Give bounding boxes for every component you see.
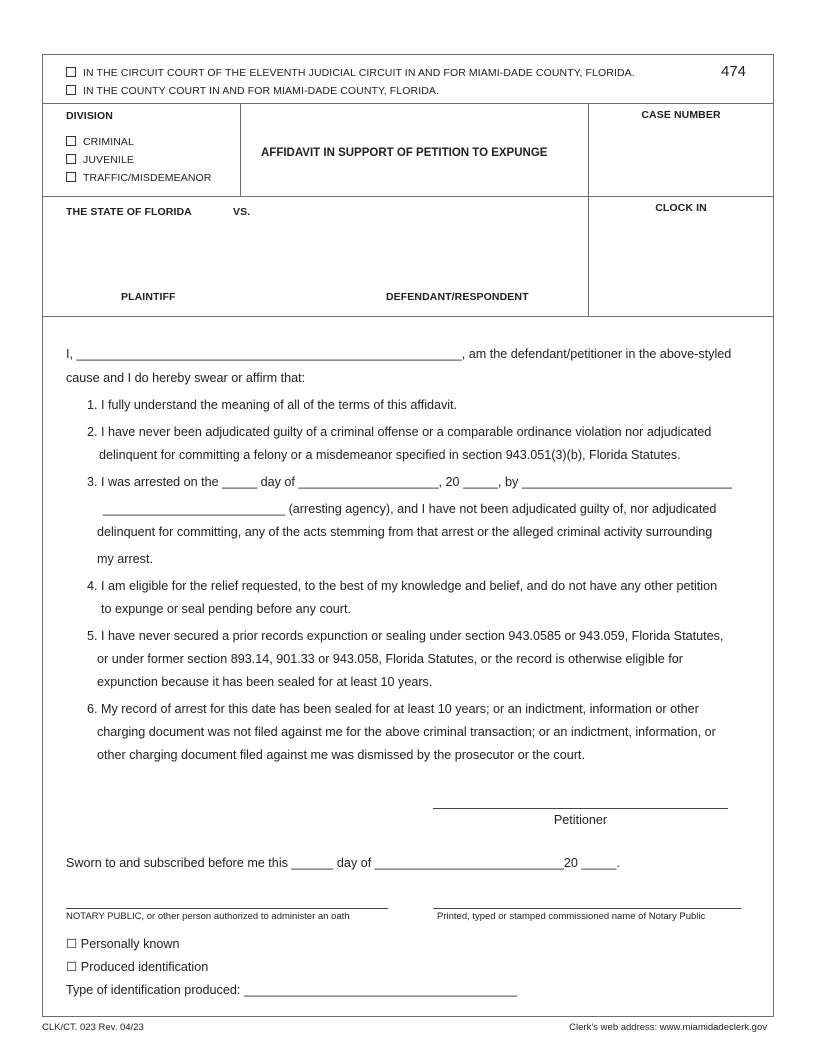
sworn-statement[interactable]: Sworn to and subscribed before me this ______ day of ___________________________20 _____. bbox=[66, 856, 620, 870]
division-option-traffic[interactable] bbox=[66, 172, 211, 184]
case-number-label: CASE NUMBER bbox=[641, 109, 721, 121]
checkbox-icon[interactable] bbox=[66, 172, 76, 182]
state-label: THE STATE OF FLORIDA bbox=[66, 206, 192, 218]
checkbox-icon[interactable] bbox=[66, 154, 76, 164]
division-label: DIVISION bbox=[66, 110, 113, 122]
statement-6-line-1: 6. My record of arrest for this date has been sealed for at least 10 years; or an indictment, information or other bbox=[87, 702, 699, 716]
plaintiff-label: PLAINTIFF bbox=[121, 291, 176, 303]
statement-2-line-2: delinquent for committing a felony or a misdemeanor specified in section 943.051(3)(b), Florida Statutes. bbox=[99, 448, 681, 462]
document-title: AFFIDAVIT IN SUPPORT OF PETITION TO EXPUNGE bbox=[261, 147, 548, 159]
id-type-input[interactable]: _______________________________________ bbox=[243, 983, 517, 997]
notary-label: NOTARY PUBLIC, or other person authorized to administer an oath bbox=[66, 911, 350, 922]
court-option-county-label: IN THE COUNTY COURT IN AND FOR MIAMI-DADE COUNTY, FLORIDA. bbox=[83, 85, 440, 97]
checkbox-icon[interactable] bbox=[66, 67, 76, 77]
statement-3-line-3: delinquent for committing, any of the acts stemming from that arrest or the alleged criminal activity surrounding bbox=[97, 525, 713, 539]
clerk-web-address[interactable]: Clerk’s web address: www.miamidadeclerk.gov bbox=[569, 1022, 767, 1033]
personally-known-option[interactable]: ☐ Personally known bbox=[66, 937, 180, 951]
division-option-criminal[interactable] bbox=[66, 136, 134, 148]
statement-4-line-2: to expunge or seal pending before any court. bbox=[101, 602, 351, 616]
division-option-label: JUVENILE bbox=[83, 154, 134, 166]
form-number: 474 bbox=[721, 63, 747, 80]
statement-2-line-1: 2. I have never been adjudicated guilty of a criminal offense or a comparable ordinance violation nor adjudicated bbox=[87, 425, 712, 439]
notary-printed-name-line[interactable] bbox=[433, 908, 741, 909]
division-column-divider bbox=[240, 103, 241, 196]
clock-in-label: CLOCK IN bbox=[655, 202, 707, 214]
petitioner-signature-line[interactable] bbox=[433, 808, 728, 809]
id-type-label: Type of identification produced: bbox=[66, 983, 244, 997]
statement-5-line-3: expunction because it has been sealed for at least 10 years. bbox=[97, 675, 433, 689]
id-type-row bbox=[66, 982, 517, 998]
statement-3-line-2[interactable]: __________________________ (arresting agency), and I have not been adjudicated guilty of, nor adjudicated bbox=[103, 502, 717, 516]
division-divider bbox=[42, 196, 774, 197]
division-option-label: CRIMINAL bbox=[83, 136, 134, 148]
printed-name-label: Printed, typed or stamped commissioned name of Notary Public bbox=[437, 911, 706, 922]
statement-1: 1. I fully understand the meaning of all of the terms of this affidavit. bbox=[87, 398, 458, 412]
parties-divider bbox=[42, 316, 774, 317]
checkbox-icon[interactable] bbox=[66, 85, 76, 95]
court-option-circuit-label: IN THE CIRCUIT COURT OF THE ELEVENTH JUDICIAL CIRCUIT IN AND FOR MIAMI-DADE COUNTY, FLORIDA. bbox=[83, 67, 635, 79]
defendant-label: DEFENDANT/RESPONDENT bbox=[386, 291, 529, 303]
petitioner-label: Petitioner bbox=[553, 813, 608, 827]
vs-label: VS. bbox=[233, 206, 251, 218]
statement-6-line-2: charging document was not filed against me for the above criminal transaction; or an indictment, information, or bbox=[97, 725, 716, 739]
intro-line-1[interactable]: I, _______________________________________________________, am the defendant/petitioner in the above-styled bbox=[66, 347, 732, 361]
statement-5-line-2: or under former section 893.14, 901.33 or 943.058, Florida Statutes, or the record is otherwise eligible for bbox=[97, 652, 683, 666]
produced-id-option[interactable]: ☐ Produced identification bbox=[66, 960, 209, 974]
statement-3-line-1[interactable]: 3. I was arrested on the _____ day of ____________________, 20 _____, by ______________________________ bbox=[87, 475, 732, 489]
notary-signature-line[interactable] bbox=[66, 908, 388, 909]
checkbox-icon[interactable] bbox=[66, 136, 76, 146]
division-option-juvenile[interactable] bbox=[66, 154, 134, 166]
header-divider bbox=[42, 103, 774, 104]
form-code: CLK/CT. 023 Rev. 04/23 bbox=[42, 1022, 144, 1033]
statement-4-line-1: 4. I am eligible for the relief requested, to the best of my knowledge and belief, and do not have any other petition bbox=[87, 579, 718, 593]
division-option-label: TRAFFIC/MISDEMEANOR bbox=[83, 172, 212, 184]
court-option-county[interactable] bbox=[66, 85, 439, 97]
statement-3-line-4: my arrest. bbox=[97, 552, 153, 566]
statement-5-line-1: 5. I have never secured a prior records expunction or sealing under section 943.0585 or 943.059, Florida Statutes, bbox=[87, 629, 724, 643]
statement-6-line-3: other charging document filed against me was dismissed by the prosecutor or the court. bbox=[97, 748, 585, 762]
intro-line-2: cause and I do hereby swear or affirm that: bbox=[66, 371, 306, 385]
court-option-circuit[interactable] bbox=[66, 67, 635, 79]
